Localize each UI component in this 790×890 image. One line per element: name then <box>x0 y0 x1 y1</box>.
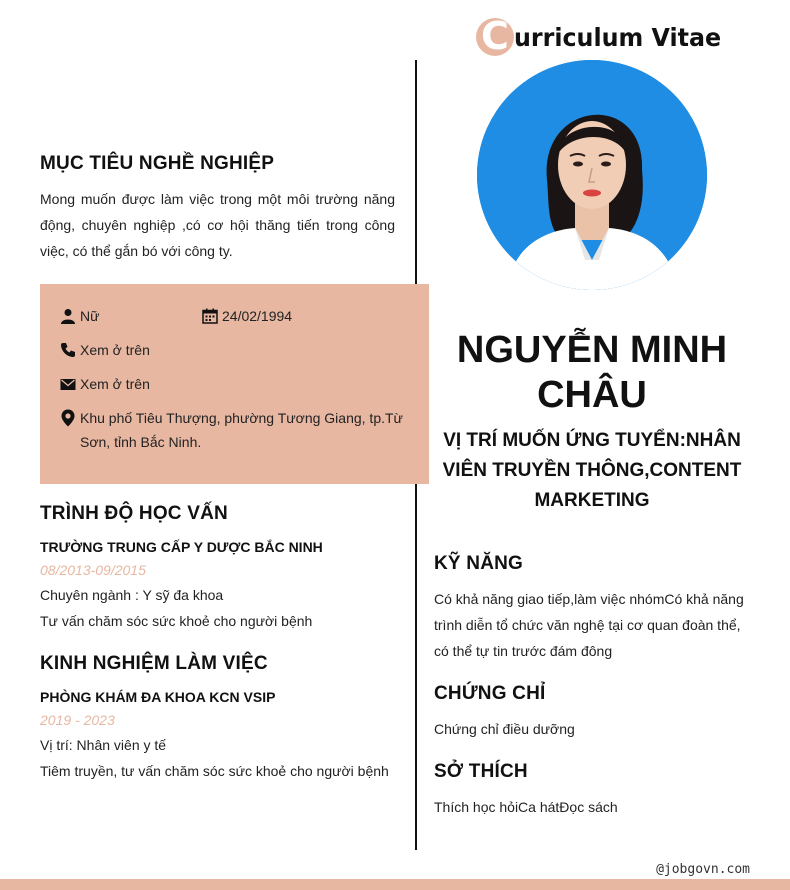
email-value: Xem ở trên <box>80 376 150 392</box>
desired-position: VỊ TRÍ MUỐN ỨNG TUYỂN:NHÂN VIÊN TRUYỀN THÔNG,CONTENT MARKETING <box>442 430 742 511</box>
cv-logo <box>476 13 732 58</box>
gender-value: Nữ <box>80 308 100 324</box>
footer-bar <box>0 879 790 890</box>
profile-photo <box>477 60 707 290</box>
objective-title: MỤC TIÊU NGHỀ NGHIỆP <box>40 153 275 174</box>
education-period: 08/2013-09/2015 <box>40 562 146 578</box>
certificates-text: Chứng chỉ điều dưỡng <box>434 721 575 737</box>
experience-description: Tiêm truyền, tư vấn chăm sóc sức khoẻ cho người bệnh <box>40 763 389 779</box>
personal-info-box <box>40 284 429 484</box>
location-pin-icon <box>60 409 76 427</box>
envelope-icon <box>60 376 76 392</box>
candidate-name <box>430 328 754 418</box>
email-row <box>60 372 150 396</box>
phone-row <box>60 338 150 362</box>
birthday-value: 24/02/1994 <box>222 308 293 324</box>
watermark: @jobgovn.com <box>656 862 750 877</box>
school-name: TRƯỜNG TRUNG CẤP Y DƯỢC BẮC NINH <box>40 539 323 555</box>
experience-role: Vị trí: Nhân viên y tế <box>40 737 167 753</box>
education-title: TRÌNH ĐỘ HỌC VẤN <box>40 503 228 524</box>
calendar-icon <box>202 308 218 324</box>
experience-period: 2019 - 2023 <box>40 712 115 728</box>
education-major: Chuyên ngành : Y sỹ đa khoa <box>40 587 224 603</box>
skills-title: KỸ NĂNG <box>434 553 524 574</box>
gender-row <box>60 304 99 328</box>
phone-value: Xem ở trên <box>80 342 150 358</box>
objective-text: Mong muốn được làm việc trong một môi trường năng động, chuyên nghiệp ,có cơ hội thăng tiến trong công việc, có thể gắn bó với công ty. <box>40 191 395 259</box>
company-name: PHÒNG KHÁM ĐA KHOA KCN VSIP <box>40 689 276 705</box>
logo-circle <box>476 13 514 58</box>
experience-title: KINH NGHIỆM LÀM VIỆC <box>40 653 268 674</box>
phone-icon <box>60 342 76 358</box>
address-value: Khu phố Tiêu Thượng, phường Tương Giang, tp.Từ Sơn, tỉnh Bắc Ninh. <box>80 410 403 450</box>
address-row <box>60 406 410 454</box>
birthday-row <box>202 304 292 328</box>
skills-text: Có khả năng giao tiếp,làm việc nhómCó khả năng trình diễn tổ chức văn nghệ tại cơ quan đoàn thể, có thể tự tin trước đám đông <box>434 591 744 659</box>
logo-letter: C <box>481 13 509 58</box>
hobbies-text: Thích học hỏiCa hátĐọc sách <box>434 799 618 815</box>
portrait-illustration <box>477 60 707 290</box>
certificates-title: CHỨNG CHỈ <box>434 683 546 704</box>
hobbies-title: SỞ THÍCH <box>434 761 528 782</box>
education-description: Tư vấn chăm sóc sức khoẻ cho người bệnh <box>40 613 313 629</box>
name-line-1: NGUYỄN MINH <box>456 329 728 371</box>
name-line-2: CHÂU <box>537 374 647 416</box>
logo-text: urriculum Vitae <box>514 22 722 52</box>
person-icon <box>60 308 76 324</box>
